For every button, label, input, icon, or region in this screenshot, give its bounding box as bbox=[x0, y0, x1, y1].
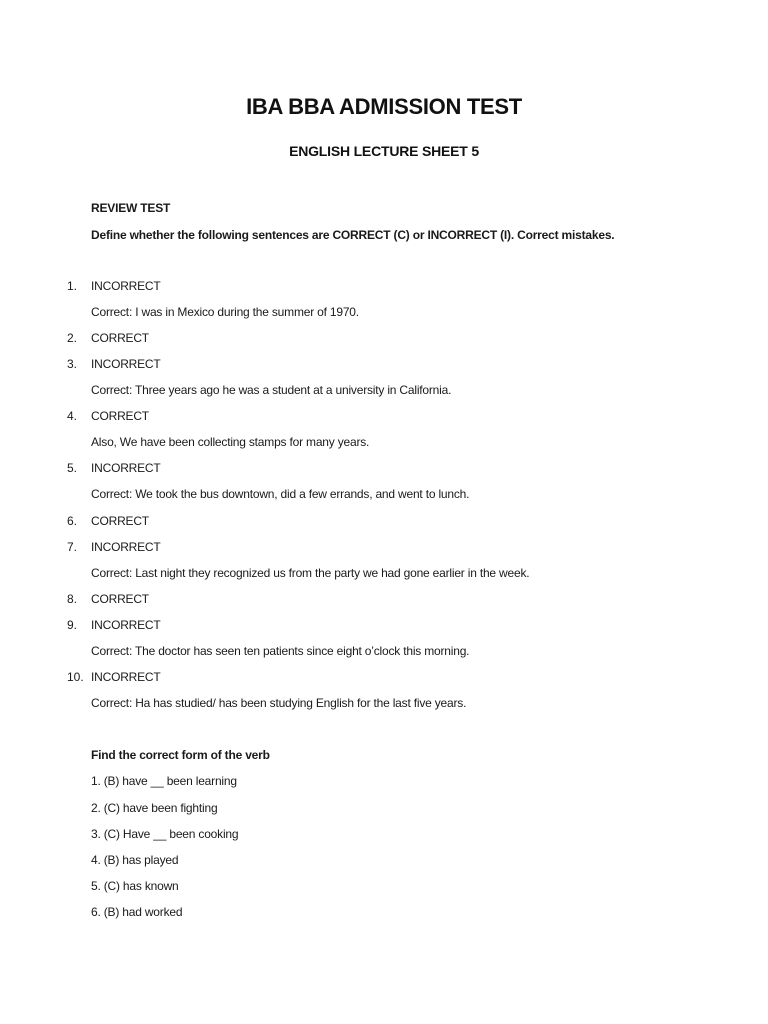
item-number: 2. bbox=[67, 331, 78, 345]
verbs-heading: Find the correct form of the verb bbox=[91, 748, 270, 762]
item-number: 5. bbox=[67, 461, 78, 475]
item-note: Correct: We took the bus downtown, did a few errands, and went to lunch. bbox=[91, 487, 470, 501]
item-verdict: INCORRECT bbox=[91, 618, 161, 632]
item-number: 6. bbox=[67, 514, 78, 528]
item-note: Also, We have been collecting stamps for many years. bbox=[91, 435, 370, 449]
item-verdict: INCORRECT bbox=[91, 279, 161, 293]
item-number: 1. bbox=[67, 279, 78, 293]
item-note: Correct: I was in Mexico during the summer of 1970. bbox=[91, 305, 359, 319]
item-number: 4. bbox=[67, 409, 78, 423]
review-heading: REVIEW TEST bbox=[91, 201, 171, 215]
item-number: 10. bbox=[67, 670, 84, 684]
item-number: 8. bbox=[67, 592, 78, 606]
verb-answer: 1. (B) have __ been learning bbox=[91, 774, 237, 788]
item-verdict: INCORRECT bbox=[91, 461, 161, 475]
item-verdict: CORRECT bbox=[91, 331, 149, 345]
item-number: 9. bbox=[67, 618, 78, 632]
item-note: Correct: The doctor has seen ten patients since eight o’clock this morning. bbox=[91, 644, 470, 658]
verb-answer: 3. (C) Have __ been cooking bbox=[91, 827, 239, 841]
item-verdict: CORRECT bbox=[91, 592, 149, 606]
item-verdict: INCORRECT bbox=[91, 357, 161, 371]
item-note: Correct: Ha has studied/ has been studying English for the last five years. bbox=[91, 696, 467, 710]
item-number: 7. bbox=[67, 540, 78, 554]
verb-answer: 5. (C) has known bbox=[91, 879, 179, 893]
verb-answer: 6. (B) had worked bbox=[91, 905, 183, 919]
page-title: IBA BBA ADMISSION TEST bbox=[246, 94, 522, 119]
item-verdict: CORRECT bbox=[91, 514, 149, 528]
verb-answer: 2. (C) have been fighting bbox=[91, 801, 218, 815]
item-number: 3. bbox=[67, 357, 78, 371]
item-verdict: INCORRECT bbox=[91, 670, 161, 684]
verb-answer: 4. (B) has played bbox=[91, 853, 179, 867]
review-instruction: Define whether the following sentences are CORRECT (C) or INCORRECT (I). Correct mistakes. bbox=[91, 228, 615, 242]
item-verdict: INCORRECT bbox=[91, 540, 161, 554]
item-note: Correct: Three years ago he was a student at a university in California. bbox=[91, 383, 452, 397]
item-verdict: CORRECT bbox=[91, 409, 149, 423]
item-note: Correct: Last night they recognized us from the party we had gone earlier in the week. bbox=[91, 566, 530, 580]
page-subtitle: ENGLISH LECTURE SHEET 5 bbox=[289, 143, 479, 159]
